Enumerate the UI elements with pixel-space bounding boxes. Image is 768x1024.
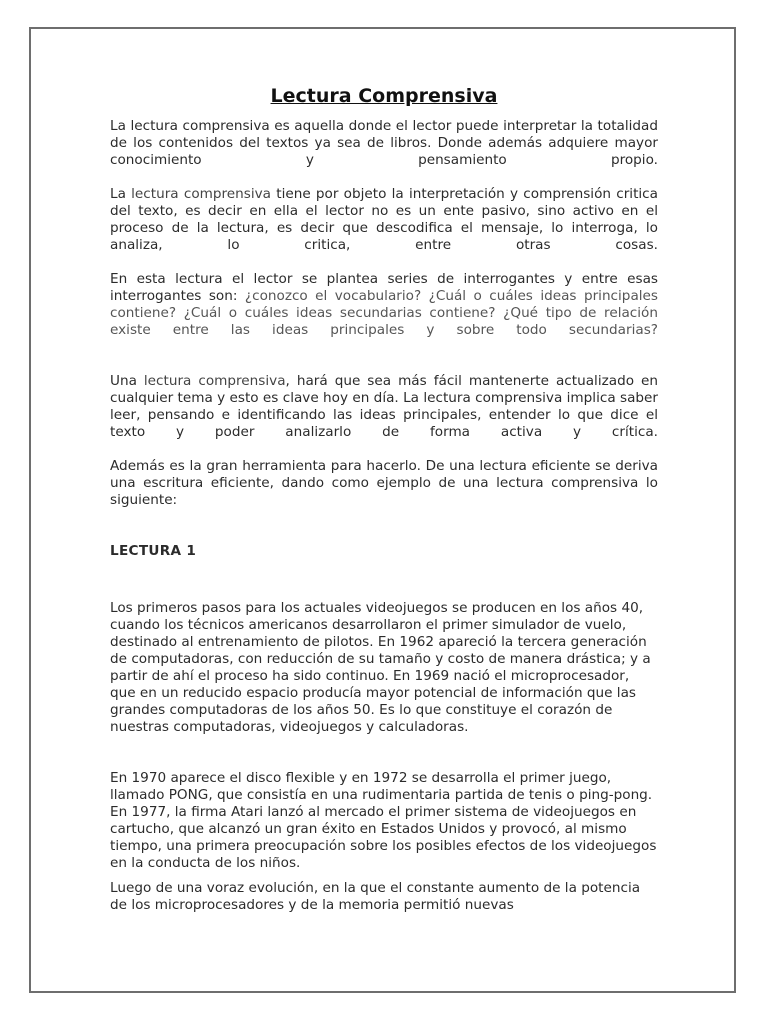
paragraph-history-3: Luego de una voraz evolución, en la que el constante aumento de la potencia de los microprocesadores y de la memoria permitió nuevas [110,880,641,913]
paragraph-questions [110,271,658,339]
paragraph-tool: Además es la gran herramienta para hacerlo. De una lectura eficiente se deriva una escritura eficiente, dando como ejemplo de una lectura comprensiva lo siguiente: [110,458,658,508]
paragraph-benefits-rest: , hará que sea más fácil mantenerte actualizado en cualquier tema y esto es clave hoy en día. La lectura comprensiva implica saber leer, pensando e identificando las ideas principales, entender lo que dice el texto y poder analizarlo de forma activa y crítica. [110,373,658,440]
document-title: Lectura Comprensiva [270,85,498,107]
paragraph-benefits [110,373,658,441]
paragraph-benefits-lead: Una [110,373,144,389]
paragraph-questions-list: ¿conozco el vocabulario? ¿Cuál o cuáles ideas principales contiene? ¿Cuál o cuáles ideas secundarias contiene? ¿Qué tipo de relación existe entre las ideas principales y sobre todo secundarias? [110,288,658,338]
paragraph-objective-lead: La [110,186,132,202]
term-lectura-comprensiva: lectura comprensiva [131,186,272,202]
paragraph-history-1: Los primeros pasos para los actuales videojuegos se producen en los años 40, cuando los técnicos americanos desarrollaron el primer simulador de vuelo, destinado al entrenamiento de pilotos. En 1962 apareció la tercera generación de computadoras, con reducción de su tamaño y costo de manera drástica; y a partir de ahí el proceso ha sido continuo. En 1969 nació el microprocesador, que en un reducido espacio producía mayor potencial de información que las grandes computadoras de los años 50. Es lo que constituye el corazón de nuestras computadoras, videojuegos y calculadoras. [110,600,651,735]
section-heading: LECTURA 1 [110,543,197,559]
paragraph-questions-intro: En esta lectura el lector se plantea series de interrogantes y entre esas interrogantes son: [110,271,658,304]
document-body [110,84,658,914]
paragraph-definition: La lectura comprensiva es aquella donde el lector puede interpretar la totalidad de los contenidos del textos ya sea de libros. Donde además adquiere mayor conocimiento y pensamiento propio. [110,118,658,168]
term-lectura-comprensiva-2: lectura comprensiva [143,373,286,389]
paragraph-objective-rest: tiene por objeto la interpretación y comprensión critica del texto, es decir en ella el lector no es un ente pasivo, sino activo en el proceso de la lectura, es decir que descodifica el mensaje, lo interroga, lo analiza, lo critica, entre otras cosas. [110,186,658,253]
paragraph-history-2: En 1970 aparece el disco flexible y en 1972 se desarrolla el primer juego, llamado PONG, que consistía en una rudimentaria partida de tenis o ping-pong. En 1977, la firma Atari lanzó al mercado el primer sistema de videojuegos en cartucho, que alcanzó un gran éxito en Estados Unidos y provocó, al mismo tiempo, una primera preocupación sobre los posibles efectos de los videojuegos en la conducta de los niños. [110,770,657,871]
paragraph-objective [110,186,658,254]
